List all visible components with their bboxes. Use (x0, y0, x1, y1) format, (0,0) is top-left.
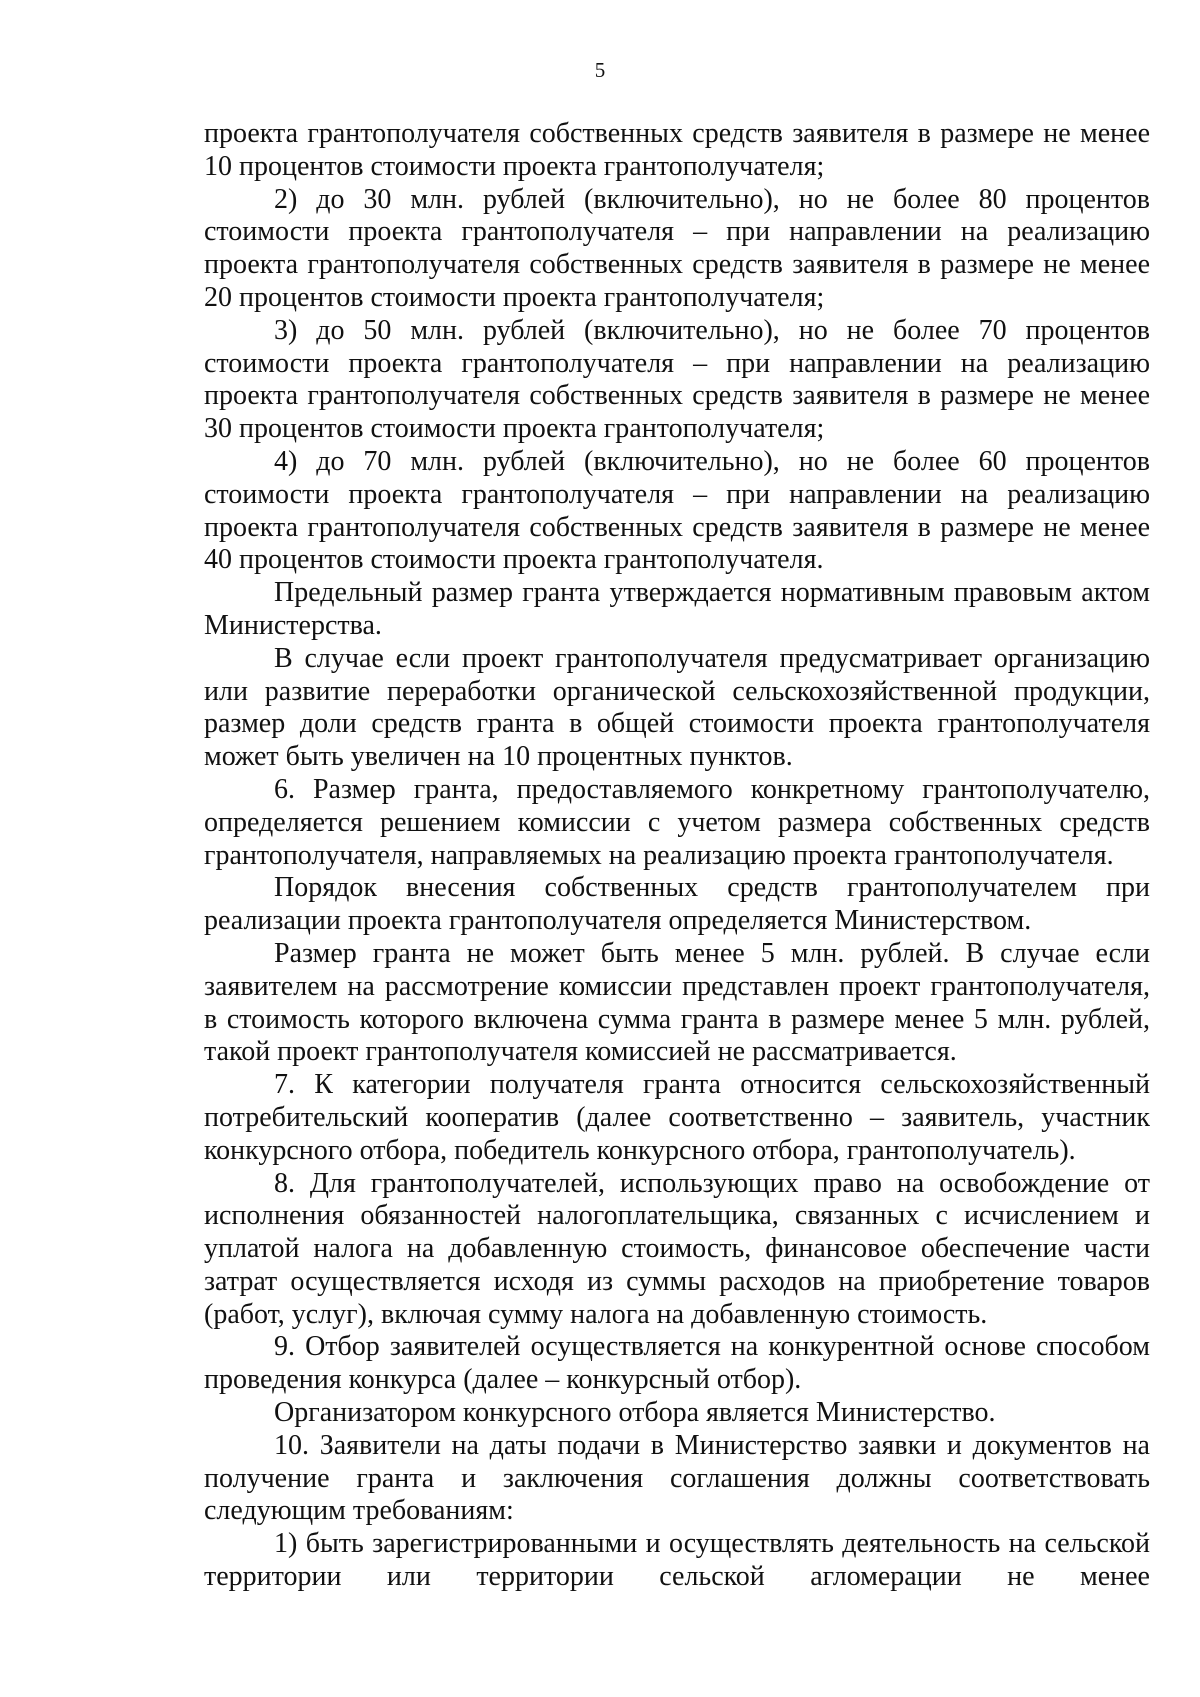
paragraph-section-6: 6. Размер гранта, предоставляемого конкретному грантополучателю, определяется решением комиссии с учетом размера собственных средств грантополучателя, направляемых на реализацию проекта грантополучателя. (204, 773, 1150, 871)
paragraph-section-8: 8. Для грантополучателей, использующих право на освобождение от исполнения обязанностей налогоплательщика, связанных с исчислением и уплатой налога на добавленную стоимость, финансовое обеспечение части затрат осуществляется исходя из суммы расходов на приобретение товаров (работ, услуг), включая сумму налога на добавленную стоимость. (204, 1167, 1150, 1330)
paragraph-item-2: 2) до 30 млн. рублей (включительно), но не более 80 процентов стоимости проекта грантополучателя – при направлении на реализацию проекта грантополучателя собственных средств заявителя в размере не менее 20 процентов стоимости проекта грантополучателя; (204, 183, 1150, 313)
paragraph-requirement-1: 1) быть зарегистрированными и осуществлять деятельность на сельской территории или территории сельской агломерации не менее (204, 1528, 1150, 1593)
paragraph-organizer: Организатором конкурсного отбора является Министерство. (274, 1397, 996, 1429)
paragraph-section-10: 10. Заявители на даты подачи в Министерство заявки и документов на получение гранта и заключения соглашения должны соответствовать следующим требованиям: (204, 1429, 1150, 1527)
paragraph-continuation: проекта грантополучателя собственных средств заявителя в размере не менее 10 процентов стоимости проекта грантополучателя; (204, 118, 1150, 182)
paragraph-item-3: 3) до 50 млн. рублей (включительно), но не более 70 процентов стоимости проекта грантополучателя – при направлении на реализацию проекта грантополучателя собственных средств заявителя в размере не менее 30 процентов стоимости проекта грантополучателя; (204, 314, 1150, 445)
paragraph-min-grant: Размер гранта не может быть менее 5 млн. рублей. В случае если заявителем на рассмотрение комиссии представлен проект грантополучателя, в стоимость которого включена сумма гранта в размере менее 5 млн. рублей, такой проект грантополучателя комиссией не рассматривается. (204, 937, 1150, 1068)
paragraph-item-4: 4) до 70 млн. рублей (включительно), но не более 60 процентов стоимости проекта грантополучателя – при направлении на реализацию проекта грантополучателя собственных средств заявителя в размере не менее 40 процентов стоимости проекта грантополучателя. (204, 445, 1150, 576)
paragraph-section-7: 7. К категории получателя гранта относится сельскохозяйственный потребительский кооператив (далее соответственно – заявитель, участник конкурсного отбора, победитель конкурсного отбора, грантополучатель). (204, 1069, 1150, 1166)
paragraph-section-9: 9. Отбор заявителей осуществляется на конкурентной основе способом проведения конкурса (далее – конкурсный отбор). (204, 1331, 1150, 1396)
page-number: 5 (594, 58, 606, 82)
document-body (204, 118, 1150, 1594)
paragraph-own-funds-order: Порядок внесения собственных средств грантополучателем при реализации проекта грантополучателя определяется Министерством. (204, 872, 1150, 937)
paragraph-organic: В случае если проект грантополучателя предусматривает организацию или развитие переработки органической сельскохозяйственной продукции, размер доли средств гранта в общей стоимости проекта грантополучателя может быть увеличен на 10 процентных пунктов. (204, 642, 1150, 773)
paragraph-max-grant: Предельный размер гранта утверждается нормативным правовым актом Министерства. (204, 577, 1150, 641)
